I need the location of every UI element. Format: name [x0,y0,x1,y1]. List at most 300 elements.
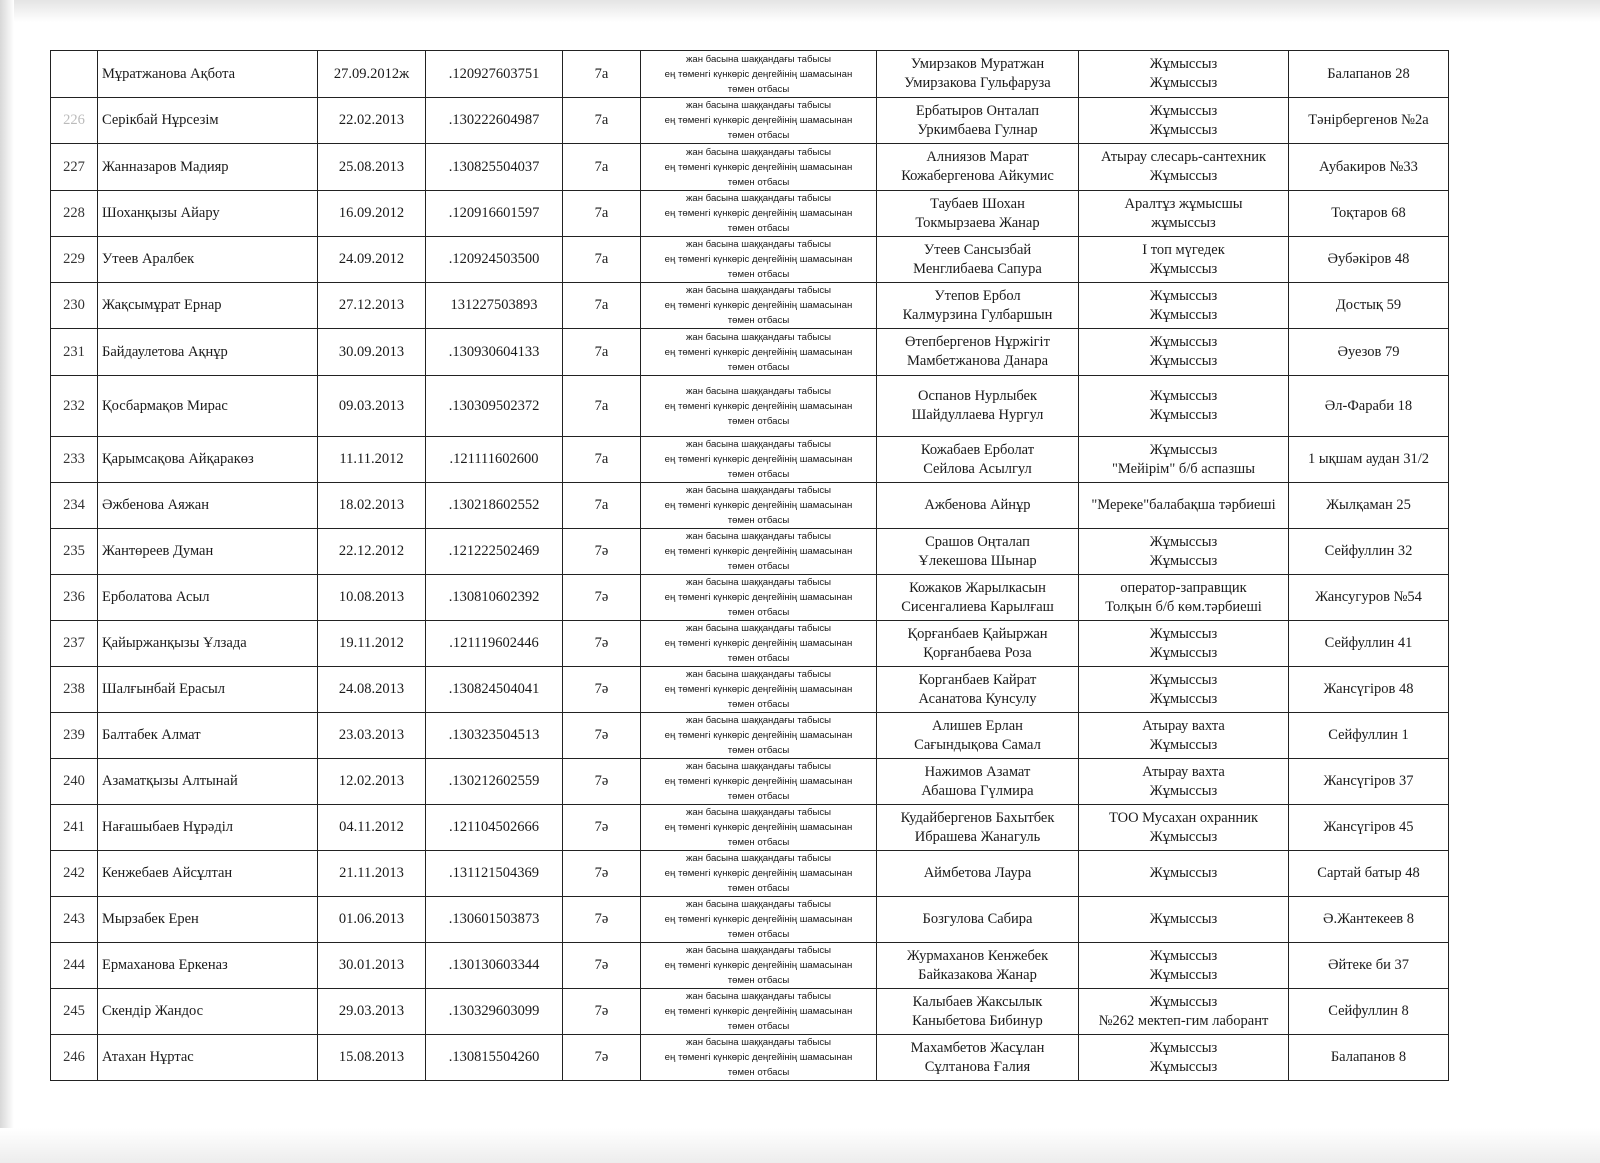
category-line: жан басына шаққандағы табысы [685,285,832,296]
birth-date: 11.11.2012 [318,437,426,483]
parent-name: Токмырзаева Жанар [915,214,1040,231]
work-line: Жұмыссыз [1149,56,1218,72]
address: Сейфуллин 32 [1289,529,1449,575]
parents-work [1079,989,1289,1035]
class: 7ә [563,621,641,667]
category-line: жан басына шаққандағы табысы [685,991,832,1002]
iin: .130309502372 [426,376,563,437]
table-row [51,529,1449,575]
work-line: Жұмыссыз [1149,947,1218,964]
category-line: төмен отбасы [727,176,790,188]
category-line: жан басына шаққандағы табысы [685,331,832,343]
family-category [641,329,877,376]
work-line: Толқын б/б көм.тәрбиеші [1105,598,1262,615]
scan-edge-top [0,0,1600,22]
parents-work [1079,897,1289,943]
parents-work [1079,621,1289,667]
parents [877,283,1079,329]
student-name: Шоханқызы Айару [98,191,318,237]
iin: .130222604987 [426,98,563,144]
parents-work [1079,943,1289,989]
class: 7ә [563,529,641,575]
family-category [641,529,877,575]
parents-work [1079,713,1289,759]
iin: .121111602600 [426,437,563,483]
category-line: ең төменгі күнкөріс деңгейінің шамасынан [664,346,853,358]
category-line: жан басына шаққандағы табысы [685,715,832,726]
student-name: Жақсымұрат Ернар [98,283,318,329]
table-row [51,1035,1449,1081]
row-number: 246 [51,1035,98,1081]
parent-name: Каныбетова Бибинур [912,1012,1043,1029]
row-number: 227 [51,144,98,191]
parents-work [1079,191,1289,237]
work-line: Жұмыссыз [1149,407,1218,423]
work-line: Атырау вахта [1142,763,1225,780]
work-line: Жұмыссыз [1149,736,1218,753]
parent-name: Ажбенова Айнұр [924,497,1031,513]
category-line: ең төменгі күнкөріс деңгейінің шамасынан [664,822,853,833]
category-line: төмен отбасы [727,791,790,802]
parent-name: Нажимов Азамат [924,763,1031,780]
address: Тәнірбергенов №2а [1289,98,1449,144]
address: Жансүгіров 48 [1289,667,1449,713]
parent-name: Абашова Гүлмира [921,782,1034,799]
class: 7ә [563,1035,641,1081]
parent-name: Сисенгалиева Карылғаш [901,598,1054,615]
family-category [641,237,877,283]
iin: .121119602446 [426,621,563,667]
parents [877,483,1079,529]
parent-name: Утеев Сансызбай [923,241,1032,258]
work-line: Жұмыссыз [1149,1058,1218,1075]
category-line: ең төменгі күнкөріс деңгейінің шамасынан [664,868,853,879]
parents [877,1035,1079,1081]
address: 1 ықшам аудан 31/2 [1289,437,1449,483]
row-number: 233 [51,437,98,483]
iin: 131227503893 [426,283,563,329]
family-category [641,989,877,1035]
table-row [51,237,1449,283]
parent-name: Махамбетов Жасұлан [910,1039,1045,1056]
parent-name: Сұлтанова Ғалия [924,1058,1031,1075]
parent-name: Утепов Ербол [934,287,1021,304]
category-line: төмен отбасы [727,745,790,756]
class: 7а [563,376,641,437]
parents [877,575,1079,621]
parent-name: Журмаханов Кенжебек [906,947,1049,964]
parent-name: Байказакова Жанар [918,966,1037,983]
family-category [641,851,877,897]
address: Жылқаман 25 [1289,483,1449,529]
iin: .130329603099 [426,989,563,1035]
class: 7а [563,98,641,144]
parents-work [1079,144,1289,191]
work-line: Жұмыссыз [1149,306,1218,323]
work-line: №262 мектеп-гим лаборант [1098,1012,1269,1029]
family-category [641,376,877,437]
student-name: Қайыржанқызы Ұлзада [98,621,318,667]
category-line: ең төменгі күнкөріс деңгейінің шамасынан [664,776,853,787]
parent-name: Қорғанбаева Роза [923,644,1032,661]
family-category [641,805,877,851]
category-line: жан басына шаққандағы табысы [685,623,832,634]
address: Жансүгіров 37 [1289,759,1449,805]
parents [877,621,1079,667]
category-line: төмен отбасы [727,223,790,234]
category-line: ең төменгі күнкөріс деңгейінің шамасынан [664,546,853,557]
parent-name: Асанатова Кунсулу [918,690,1037,707]
category-line: ең төменгі күнкөріс деңгейінің шамасынан [664,592,853,603]
address: Балапанов 8 [1289,1035,1449,1081]
row-number: 236 [51,575,98,621]
category-line: жан басына шаққандағы табысы [685,385,832,397]
birth-date: 22.12.2012 [318,529,426,575]
table-row [51,437,1449,483]
work-line: І топ мүгедек [1142,241,1225,258]
work-line: Жұмыссыз [1149,911,1218,927]
parents [877,51,1079,98]
parents-work [1079,329,1289,376]
class: 7а [563,283,641,329]
category-line: төмен отбасы [727,83,790,95]
birth-date: 30.09.2013 [318,329,426,376]
work-line: Жұмыссыз [1149,1039,1218,1056]
work-line: Жұмыссыз [1149,828,1218,845]
student-name: Серікбай Нұрсезім [98,98,318,144]
category-line: жан басына шаққандағы табысы [685,439,832,450]
iin: .130130603344 [426,943,563,989]
student-name: Шалғынбай Ерасыл [98,667,318,713]
student-name: Скендір Жандос [98,989,318,1035]
birth-date: 16.09.2012 [318,191,426,237]
family-category [641,759,877,805]
row-number: 232 [51,376,98,437]
student-name: Балтабек Алмат [98,713,318,759]
parents [877,376,1079,437]
birth-date: 04.11.2012 [318,805,426,851]
parents [877,759,1079,805]
category-line: ең төменгі күнкөріс деңгейінің шамасынан [664,730,853,741]
category-line: ең төменгі күнкөріс деңгейінің шамасынан [664,638,853,649]
work-line: Жұмыссыз [1149,75,1218,91]
parents-work [1079,851,1289,897]
address: Жансугуров №54 [1289,575,1449,621]
category-line: төмен отбасы [727,883,790,894]
category-line: төмен отбасы [727,315,790,326]
table-row [51,144,1449,191]
iin: .130601503873 [426,897,563,943]
class: 7ә [563,805,641,851]
address: Әубәкіров 48 [1289,237,1449,283]
work-line: Жұмыссыз [1149,287,1218,304]
class: 7ә [563,989,641,1035]
parents [877,98,1079,144]
work-line: Жұмыссыз [1149,993,1218,1010]
category-line: ең төменгі күнкөріс деңгейінің шамасынан [664,254,853,265]
student-name: Утеев Аралбек [98,237,318,283]
work-line: Жұмыссыз [1149,168,1218,184]
parents [877,851,1079,897]
birth-date: 01.06.2013 [318,897,426,943]
family-category [641,621,877,667]
table-row [51,51,1449,98]
family-category [641,1035,877,1081]
table-row [51,805,1449,851]
category-line: ең төменгі күнкөріс деңгейінің шамасынан [664,300,853,311]
parents [877,943,1079,989]
parent-name: Калмурзина Гулбаршын [902,306,1053,323]
parent-name: Аймбетова Лаура [923,865,1032,881]
birth-date: 27.12.2013 [318,283,426,329]
category-line: жан басына шаққандағы табысы [685,485,832,496]
category-line: жан басына шаққандағы табысы [685,193,832,204]
parents [877,144,1079,191]
work-line: Жұмыссыз [1149,353,1218,369]
iin: .130815504260 [426,1035,563,1081]
work-line: жұмыссыз [1151,214,1216,231]
iin: .131121504369 [426,851,563,897]
work-line: Аралтұз жұмысшы [1124,195,1243,212]
class: 7ә [563,667,641,713]
category-line: ең төменгі күнкөріс деңгейінің шамасынан [664,684,853,695]
class: 7ә [563,897,641,943]
table-row [51,943,1449,989]
student-name: Әжбенова Аяжан [98,483,318,529]
category-line: жан басына шаққандағы табысы [685,761,832,772]
student-name: Нағашыбаев Нұрәділ [98,805,318,851]
student-name: Жантөреев Думан [98,529,318,575]
work-line: Атырау вахта [1142,717,1225,734]
parent-name: Бозгулова Сабира [922,911,1033,927]
table-row [51,376,1449,437]
category-line: төмен отбасы [727,607,790,618]
row-number: 237 [51,621,98,667]
birth-date: 12.02.2013 [318,759,426,805]
parent-name: Уркимбаева Гулнар [917,121,1038,138]
table-row [51,713,1449,759]
address: Сейфуллин 1 [1289,713,1449,759]
parents [877,329,1079,376]
parent-name: Алниязов Марат [926,149,1029,165]
category-line: ең төменгі күнкөріс деңгейінің шамасынан [664,1052,853,1063]
address: Жансүгіров 45 [1289,805,1449,851]
parents-work [1079,529,1289,575]
table-row [51,897,1449,943]
category-line: ең төменгі күнкөріс деңгейінің шамасынан [664,500,853,511]
work-line: Жұмыссыз [1149,334,1218,350]
table-row [51,621,1449,667]
parents [877,989,1079,1035]
address: Сартай батыр 48 [1289,851,1449,897]
scan-edge-left [0,0,14,1163]
table-row [51,575,1449,621]
table-row [51,483,1449,529]
row-number: 230 [51,283,98,329]
family-category [641,98,877,144]
category-line: төмен отбасы [727,699,790,710]
family-category [641,191,877,237]
category-line: жан басына шаққандағы табысы [685,239,832,250]
parents [877,529,1079,575]
parents [877,805,1079,851]
parents-work [1079,575,1289,621]
student-name: Атахан Нұртас [98,1035,318,1081]
birth-date: 23.03.2013 [318,713,426,759]
family-category [641,283,877,329]
birth-date: 27.09.2012ж [318,51,426,98]
category-line: төмен отбасы [727,561,790,572]
table-row [51,329,1449,376]
category-line: жан басына шаққандағы табысы [685,577,832,588]
category-line: төмен отбасы [727,361,790,373]
table-row [51,98,1449,144]
work-line: Жұмыссыз [1149,552,1218,569]
work-line: "Мейірім" б/б аспазшы [1112,460,1255,477]
class: 7а [563,329,641,376]
student-table [50,50,1449,1081]
family-category [641,51,877,98]
parent-name: Ибрашева Жанагуль [914,828,1041,845]
class: 7ә [563,943,641,989]
student-name: Қарымсақова Айқаракөз [98,437,318,483]
class: 7а [563,144,641,191]
family-category [641,575,877,621]
category-line: жан басына шаққандағы табысы [685,1037,832,1048]
work-line: ТОО Мусахан охранник [1108,809,1259,826]
birth-date: 29.03.2013 [318,989,426,1035]
parent-name: Сағындықова Самал [914,736,1041,753]
class: 7а [563,483,641,529]
category-line: төмен отбасы [727,1067,790,1078]
birth-date: 22.02.2013 [318,98,426,144]
parents-work [1079,483,1289,529]
row-number: 239 [51,713,98,759]
class: 7ә [563,851,641,897]
category-line: ең төменгі күнкөріс деңгейінің шамасынан [664,960,853,971]
row-number: 240 [51,759,98,805]
parent-name: Өтепбергенов Нұржігіт [905,334,1050,350]
parent-name: Менглибаева Сапура [913,260,1042,277]
work-line: Жұмыссыз [1149,441,1218,458]
work-line: Жұмыссыз [1149,102,1218,119]
parent-name: Кожаков Жарылкасын [909,579,1046,596]
parent-name: Шайдуллаева Нургул [911,407,1044,423]
address: Балапанов 28 [1289,51,1449,98]
iin: .130930604133 [426,329,563,376]
student-name: Байдаулетова Ақнұр [98,329,318,376]
category-line: ең төменгі күнкөріс деңгейінің шамасынан [664,914,853,925]
work-line: Жұмыссыз [1149,966,1218,983]
address: Тоқтаров 68 [1289,191,1449,237]
category-line: жан басына шаққандағы табысы [685,899,832,910]
table-row [51,989,1449,1035]
category-line: ең төменгі күнкөріс деңгейінің шамасынан [664,1006,853,1017]
iin: .130824504041 [426,667,563,713]
work-line: Жұмыссыз [1149,865,1218,881]
work-line: Жұмыссыз [1149,260,1218,277]
category-line: жан басына шаққандағы табысы [685,853,832,864]
table-row [51,851,1449,897]
family-category [641,437,877,483]
parent-name: Калыбаев Жаксылык [912,993,1043,1010]
student-name: Ерболатова Асыл [98,575,318,621]
row-number: 244 [51,943,98,989]
work-line: Жұмыссыз [1149,121,1218,138]
family-category [641,144,877,191]
parents-work [1079,667,1289,713]
table-row [51,191,1449,237]
category-line: жан басына шаққандағы табысы [685,807,832,818]
parents [877,437,1079,483]
family-category [641,713,877,759]
parents-work [1079,237,1289,283]
birth-date: 21.11.2013 [318,851,426,897]
student-name: Азаматқызы Алтынай [98,759,318,805]
address: Әйтеке би 37 [1289,943,1449,989]
birth-date: 25.08.2013 [318,144,426,191]
iin: .130323504513 [426,713,563,759]
birth-date: 15.08.2013 [318,1035,426,1081]
scan-edge-bottom [0,1128,1600,1163]
parents-work [1079,51,1289,98]
student-name: Кенжебаев Айсұлтан [98,851,318,897]
row-number: 226 [51,98,98,144]
category-line: ең төменгі күнкөріс деңгейінің шамасынан [664,400,853,412]
parents [877,667,1079,713]
parent-name: Қорғанбаев Қайыржан [907,625,1048,642]
work-line: Жұмыссыз [1149,671,1218,688]
class: 7а [563,237,641,283]
category-line: жан басына шаққандағы табысы [685,53,832,65]
parents [877,713,1079,759]
work-line: Жұмыссыз [1149,388,1218,404]
category-line: төмен отбасы [727,269,790,280]
row-number: 242 [51,851,98,897]
student-name: Жанназаров Мадияр [98,144,318,191]
parent-name: Кожабаев Ерболат [920,441,1035,458]
row-number: 241 [51,805,98,851]
address: Ә.Жантекеев 8 [1289,897,1449,943]
address: Сейфуллин 41 [1289,621,1449,667]
class: 7ә [563,575,641,621]
category-line: төмен отбасы [727,130,790,141]
parent-name: Сейлова Асылгул [923,460,1032,477]
parents [877,191,1079,237]
class: 7а [563,437,641,483]
parent-name: Таубаев Шохан [930,195,1025,212]
parent-name: Умирзакова Гульфаруза [904,75,1051,91]
address: Сейфуллин 8 [1289,989,1449,1035]
parents-work [1079,437,1289,483]
parent-name: Ербатыров Онталап [915,102,1040,119]
student-name: Мұратжанова Ақбота [98,51,318,98]
category-line: жан басына шаққандағы табысы [685,146,832,158]
category-line: ең төменгі күнкөріс деңгейінің шамасынан [664,68,853,80]
parent-name: Корганбаев Кайрат [918,671,1037,688]
table-row [51,759,1449,805]
category-line: төмен отбасы [727,653,790,664]
parent-name: Кудайбергенов Бахытбек [900,809,1055,826]
address: Әл-Фараби 18 [1289,376,1449,437]
parent-name: Умирзаков Муратжан [910,56,1045,72]
work-line: Жұмыссыз [1149,625,1218,642]
address: Әуезов 79 [1289,329,1449,376]
class: 7а [563,51,641,98]
iin: .130212602559 [426,759,563,805]
iin: .130825504037 [426,144,563,191]
iin: .130218602552 [426,483,563,529]
